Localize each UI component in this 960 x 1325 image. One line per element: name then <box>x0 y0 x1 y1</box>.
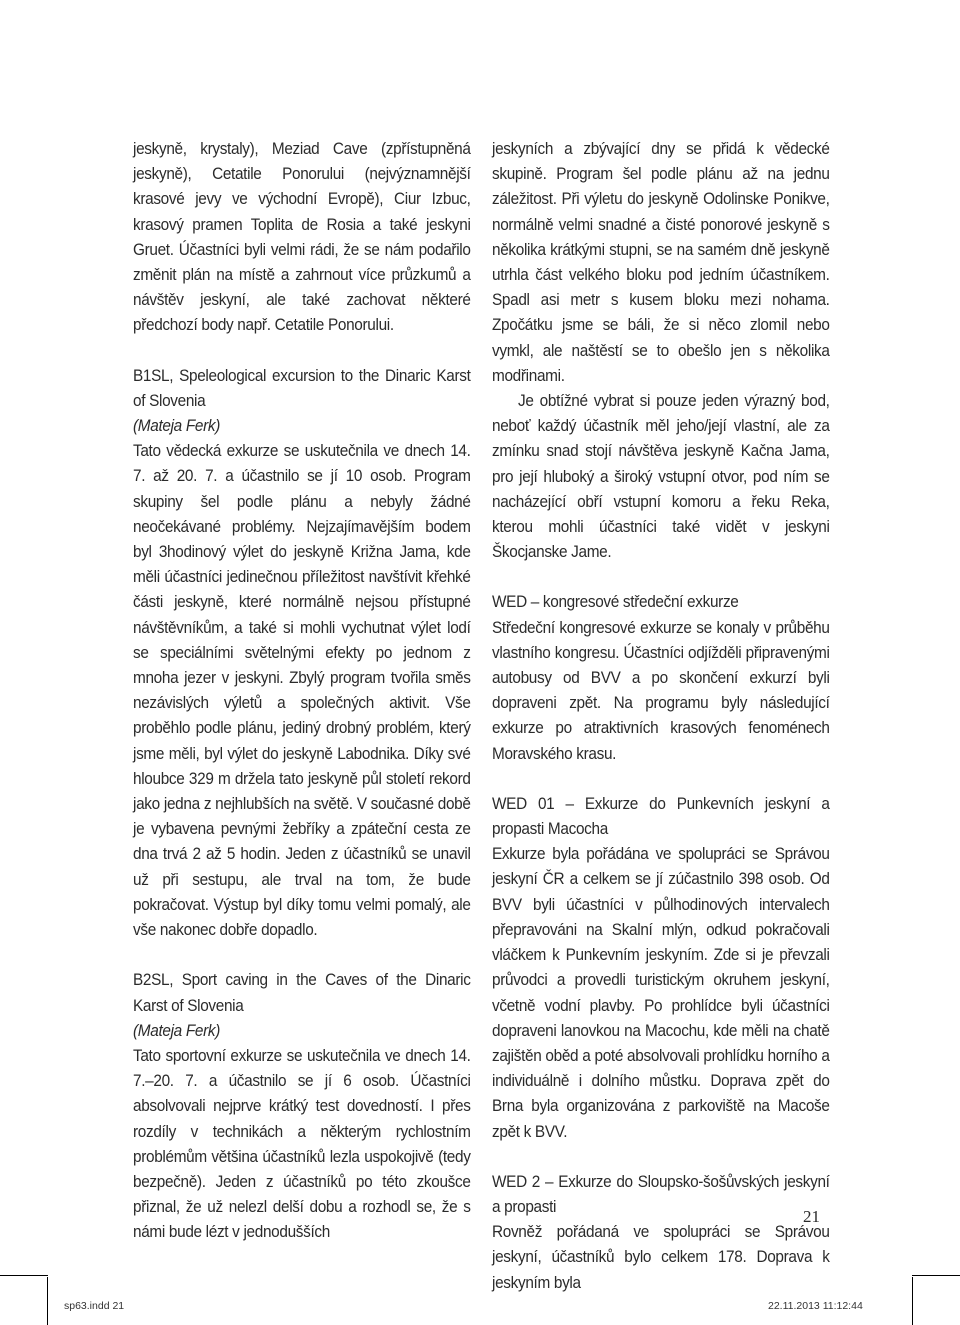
crop-mark <box>912 1275 960 1276</box>
section-text: Středeční kongresové exkurze se konaly v průběhu vlastního kongresu. Účastníci odjížděli připravenými autobusy od BVV a po skončení exkurzí byli dopraveni zpět. Na programu byly následující exkurze po atraktivních krasových fenoménech Moravského krasu. <box>492 618 830 763</box>
right-column <box>492 137 830 1296</box>
crop-mark <box>0 1275 48 1276</box>
paragraph: jeskyně, krystaly), Meziad Cave (zpřístupněná jeskyně), Cetatile Ponorului (nejvýznamnější krasové jevy ve východní Evropě), Ciur Izbuc, krasový pramen Toplita de Rosia a také jeskyni Gruet. Účastníci byli velmi rádi, že se nám podařilo změnit plán na místě a zahrnout více průzkumů a návštěv jeskyní, ale také zachovat některé předchozí body např. Cetatile Ponorului. <box>133 140 471 335</box>
section-author: (Mateja Ferk) <box>133 1021 221 1040</box>
section-wed <box>492 590 830 766</box>
section-heading: WED 01 – Exkurze do Punkevních jeskyní a propasti Macocha <box>492 794 830 839</box>
section-author: (Mateja Ferk) <box>133 417 221 436</box>
section-text: Rovněž pořádaná ve spolupráci se Správou jeskyní, účastníků bylo celkem 178. Doprava k jeskyním byla <box>492 1223 830 1292</box>
paragraph: Je obtížné vybrat si pouze jeden výrazný bod, neboť každý účastník měl jeho/její vlastní, ale za zmínku snad stojí návštěva jeskyně Kačna Jama, pro její hluboký a široký vstupní otvor, pod ním se nacházející obří vstupní komoru a řeku Reka, kterou mohli účastníci také vidět v jeskyni Škocjanske Jame. <box>492 392 830 562</box>
section-wed2 <box>492 1170 830 1296</box>
left-column <box>133 137 471 1246</box>
section-text: Tato vědecká exkurze se uskutečnila ve dnech 14. 7. až 20. 7. a účastnilo se jí 10 osob. Program skupiny šel podle plánu a nebyly žádné neočekávané problémy. Nejzajímavějším bodem byl 3hodinový výlet do jeskyně Križna Jama, kde měli účastníci jedinečnou příležitost navštívit křehké části jeskyně, které normálně nejsou přístupné návštěvníkům, a také si mohli vychutnat výlet lodí se speciálními světelnými efekty po jednom z mnoha jezer v jeskyni. Zbylý program tvořila směs nezávislých výletů a společných aktivit. Vše proběhlo podle plánu, jediný drobný problém, který jsme měli, byl výlet do jeskyně Labodnika. Díky své hloubce 329 m držela tato jeskyně půl století rekord jako jedna z nejhlubších na světě. V současné době je vybavena pevnými žebříky a zpáteční cesta ze dna trvá 2 až 5 hodin. Jeden z účastníků se unavil už při sestupu, ale trval na tom, že bude pokračovat. Výstup byl díky tomu velmi pomalý, ale vše nakonec dobře dopadlo. <box>133 442 471 940</box>
section-wed01 <box>492 792 830 1145</box>
footer-file: sp63.indd 21 <box>64 1300 125 1312</box>
section-heading: B2SL, Sport caving in the Caves of the Dinaric Karst of Slovenia <box>133 971 471 1015</box>
section-text: Tato sportovní exkurze se uskutečnila ve dnech 14. 7.–20. 7. a účastnilo se jí 6 osob. Účastníci absolvovali nejprve krátký test dovedností. I přes rozdíly v technikách a některým rychlostním problémům většina účastníků lezla uspokojivě (tedy bezpečně). Jeden z účastníků po této zkoušce přiznal, že už nelezl delší dobu a rozhodl se, že s námi bude lézt v jednodušších <box>133 1046 471 1242</box>
section-b2 <box>133 968 471 1245</box>
footer-timestamp: 22.11.2013 11:12:44 <box>768 1300 863 1312</box>
crop-mark <box>912 1277 913 1325</box>
paragraph: jeskyních a zbývající dny se přidá k vědecké skupině. Program šel podle plánu až na jednu záležitost. Při výletu do jeskyně Odolinske Ponikve, normálně velmi snadné a čisté ponorové jeskyně s několika krátkými stupni, se na samém dně jeskyně utrhla část velkého bloku pod jedním účastníkem. Spadl asi metr s kusem bloku mezi nohama. Zpočátku jsme se báli, že si něco zlomil nebo vymkl, ale naštěstí se to obešlo jen s několika modřinami. <box>492 140 830 385</box>
section-heading: WED 2 – Exkurze do Sloupsko-šošůvských jeskyní a propasti <box>492 1172 830 1216</box>
section-heading: B1SL, Speleological excursion to the Dinaric Karst of Slovenia <box>133 366 471 410</box>
page-number: 21 <box>803 1207 820 1226</box>
section-b1 <box>133 364 471 944</box>
section-heading: WED – kongresové středeční exkurze <box>492 593 739 612</box>
section-text: Exkurze byla pořádána ve spolupráci se Správou jeskyní ČR a celkem se jí zúčastnilo 398 osob. Od BVV byli účastníci v půlhodinových intervalech přepravováni na Skalní mlýn, odkud pokračovali vláčkem k Punkevním jeskyním. Zde si je převzali průvodci a provedli turistickým okruhem jeskyní, včetně vodní plavby. Po prohlídce byli účastníci dopraveni lanovkou na Macochu, kde měli na chatě zajištěn oběd a poté absolvovali prohlídku horního a individuálně i dolního můstku. Doprava zpět do Brna byla organizována z parkoviště na Macoše zpět k BVV. <box>492 845 830 1141</box>
crop-mark <box>47 1277 48 1325</box>
